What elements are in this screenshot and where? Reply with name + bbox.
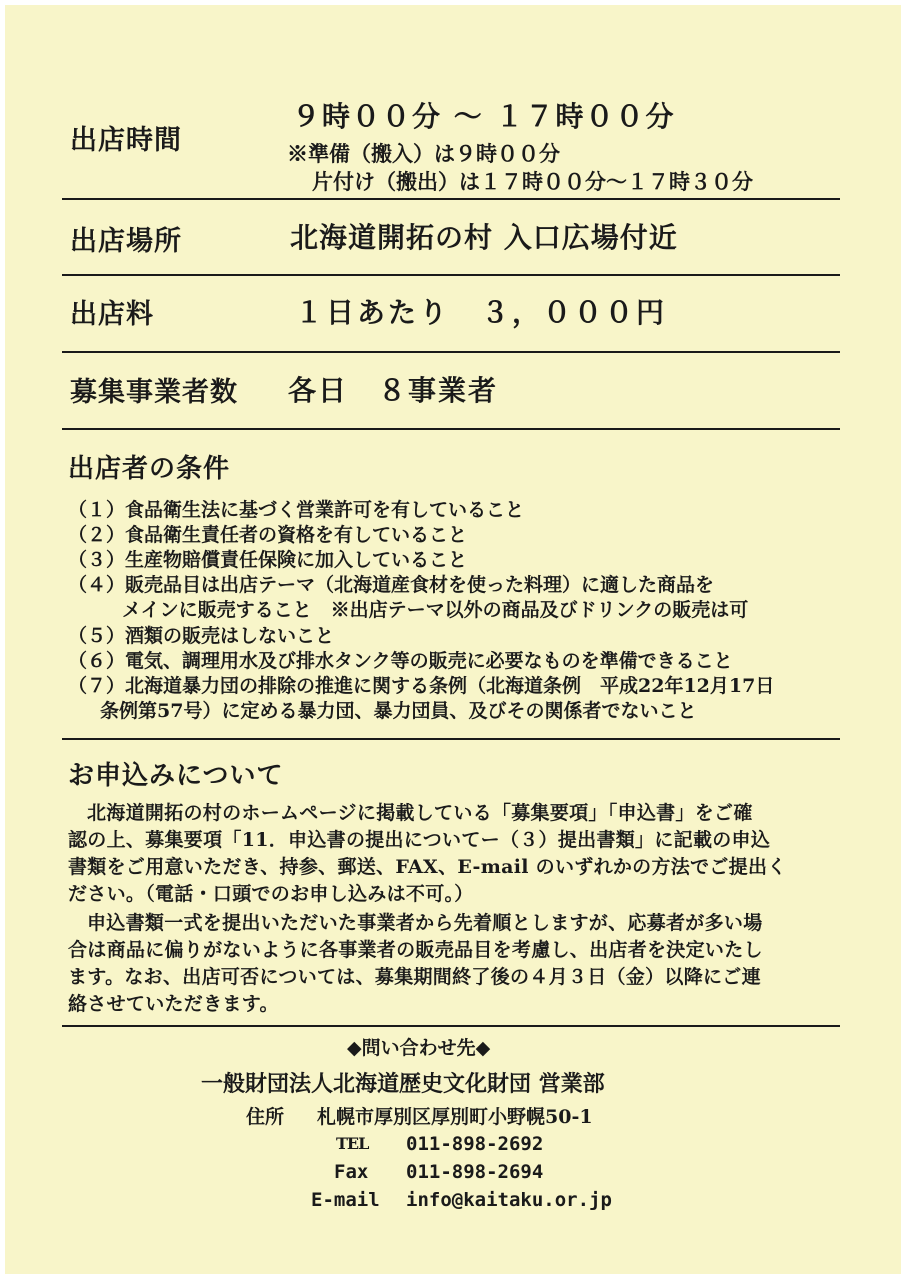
application-paragraph-line: 認の上、募集要項「11．申込書の提出についてー（３）提出書類」に記載の申込 — [68, 829, 771, 851]
fee-value: １日あたり ３，０００円 — [295, 296, 668, 329]
hours-note-prep: ※準備（搬入）は９時００分 — [287, 141, 560, 166]
divider — [62, 198, 840, 200]
tel-number: 011-898-2692 — [406, 1133, 544, 1155]
divider — [62, 351, 840, 353]
application-paragraph-line: ます。なお、出店可否については、募集期間終了後の４月３日（金）以降にご連 — [68, 966, 761, 988]
email-label: E-mail — [311, 1189, 380, 1211]
condition-item-continued: メインに販売すること ※出店テーマ以外の商品及びドリンクの販売は可 — [122, 599, 749, 621]
condition-item: （２）食品衛生責任者の資格を有していること — [68, 524, 468, 546]
application-paragraph-line: 絡させていただきます。 — [68, 993, 279, 1015]
tel-label: TEL — [336, 1134, 369, 1153]
condition-item: （７）北海道暴力団の排除の推進に関する条例（北海道条例 平成22年12月17日 — [68, 675, 775, 697]
application-paragraph-line: 書類をご用意いただき、持参、郵送、FAX、E-mail のいずれかの方法でご提出く — [68, 856, 787, 878]
contact-organization: 一般財団法人北海道歴史文化財団 営業部 — [201, 1071, 605, 1097]
condition-item: （４）販売品目は出店テーマ（北海道産食材を使った料理）に適した商品を — [68, 574, 715, 596]
place-label: 出店場所 — [70, 226, 182, 257]
condition-item-continued: 条例第57号）に定める暴力団、暴力団員、及びその関係者でないこと — [100, 700, 697, 722]
condition-item: （６）電気、調理用水及び排水タンク等の販売に必要なものを準備できること — [68, 650, 733, 672]
fax-label: Fax — [334, 1161, 369, 1183]
address-value: 札幌市厚別区厚別町小野幌50-1 — [317, 1106, 593, 1128]
address-label: 住所 — [246, 1106, 285, 1128]
application-paragraph-line: ださい。（電話・口頭でのお申し込みは不可。） — [68, 883, 474, 905]
count-value: 各日 ８事業者 — [288, 374, 499, 407]
condition-item: （５）酒類の販売はしないこと — [68, 625, 335, 647]
divider — [62, 738, 840, 740]
hours-note-cleanup: 片付け（搬出）は１７時００分～１７時３０分 — [312, 169, 753, 194]
application-title: お申込みについて — [68, 761, 284, 791]
hours-label: 出店時間 — [70, 125, 182, 156]
divider — [62, 274, 840, 276]
divider — [62, 428, 840, 430]
condition-item: （３）生産物賠償責任保険に加入していること — [68, 549, 468, 571]
divider — [62, 1025, 840, 1027]
email-address[interactable]: info@kaitaku.or.jp — [406, 1189, 612, 1211]
flyer-sheet — [5, 5, 901, 1274]
application-paragraph-line: 北海道開拓の村のホームページに掲載している「募集要項」「申込書」をご確 — [87, 802, 753, 824]
hours-value: ９時００分 ～ １７時００分 — [292, 100, 676, 133]
fax-number: 011-898-2694 — [406, 1161, 544, 1183]
conditions-title: 出店者の条件 — [68, 454, 231, 484]
place-value: 北海道開拓の村 入口広場付近 — [290, 221, 678, 254]
count-label: 募集事業者数 — [70, 377, 238, 408]
application-paragraph-line: 合は商品に偏りがないように各事業者の販売品目を考慮し、出店者を決定いたし — [68, 939, 763, 961]
application-paragraph-line: 申込書類一式を提出いただいた事業者から先着順としますが、応募者が多い場 — [87, 912, 763, 934]
contact-heading: ◆問い合わせ先◆ — [347, 1037, 491, 1059]
condition-item: （１）食品衛生法に基づく営業許可を有していること — [68, 499, 525, 521]
fee-label: 出店料 — [70, 299, 154, 330]
